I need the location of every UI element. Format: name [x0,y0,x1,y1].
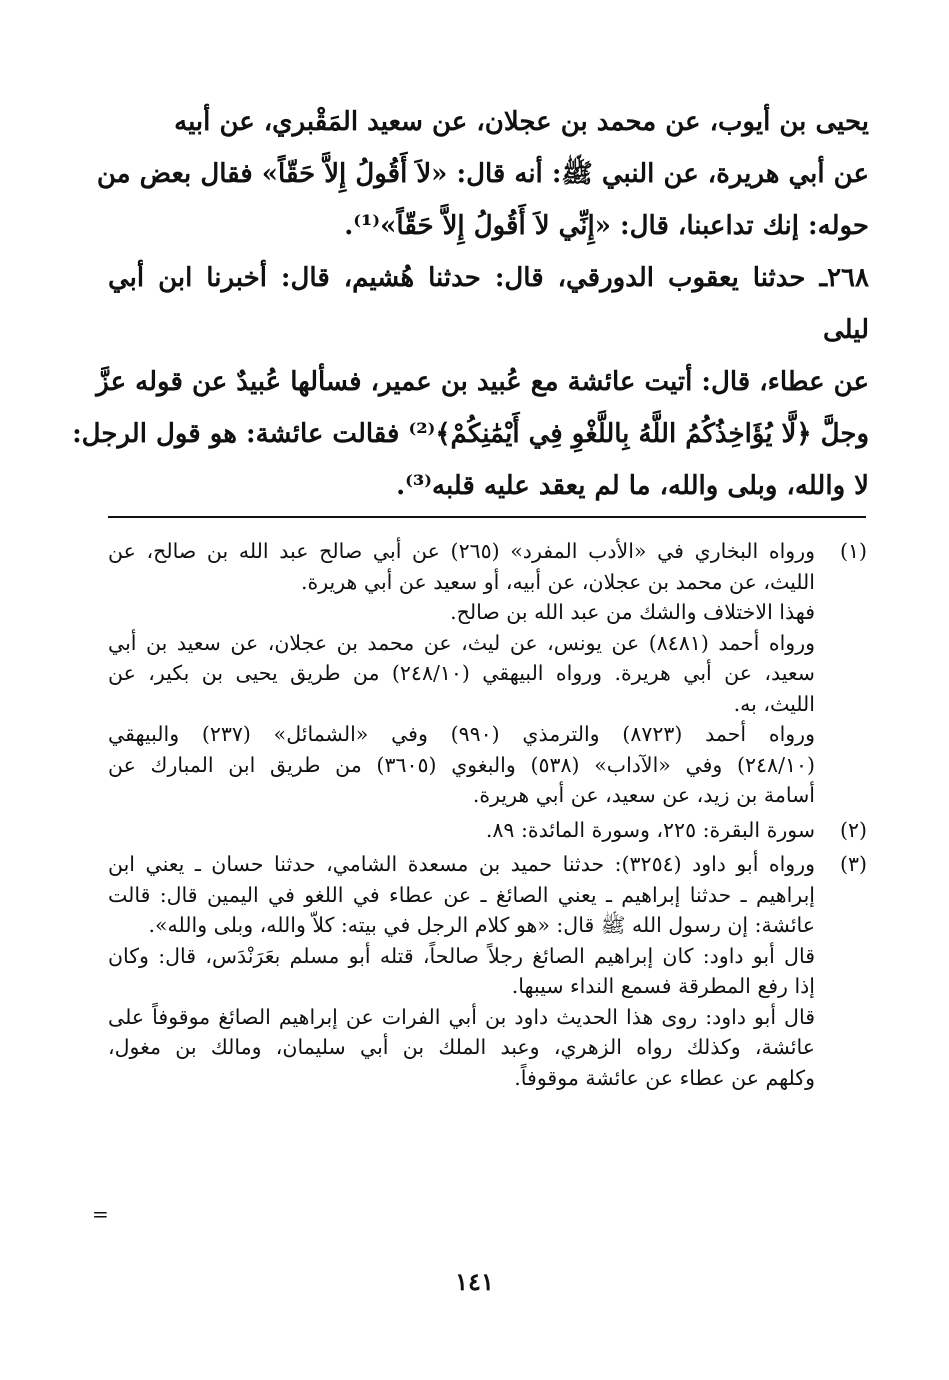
footnote-1-line [108,597,867,628]
footnote-3-text: إذا رفع المطرقة فسمع النداء سيبها. [511,974,815,998]
main-text [72,96,869,512]
footnote-1-marker: (١) [839,539,867,563]
footnote-3-line [108,1002,867,1033]
footnote-separator [108,516,866,518]
footnotes [108,536,867,1093]
footnote-3-line [108,880,867,911]
footnote-3-text: عائشة: إن رسول الله ﷺ قال: «هو كلام الرجل في بيته: كلاّ والله، وبلى والله». [148,913,815,937]
footnote-3-marker: (٣) [839,852,867,876]
footnote-1-line [108,536,867,567]
footnote-1-line [108,750,867,781]
footnote-3-text: وكلهم عن عطاء عن عائشة موقوفاً. [514,1065,815,1090]
footnote-3-text: إبراهيم ـ حدثنا إبراهيم ـ يعني الصائغ ـ عن عطاء في اللغو في اليمين قال: قالت [108,882,815,907]
page-number: ١٤١ [455,1267,494,1296]
footnote-2-marker: (٢) [839,817,867,842]
footnote-3-line [108,941,867,972]
main-line: حوله: إنك تداعبنا، قال: «إِنِّي لاَ أَقُولُ إِلاَّ حَقّاً»⁽¹⁾. [344,211,869,241]
main-line: يحيى بن أيوب، عن محمد بن عجلان، عن سعيد المَقْبري، عن أبيه [174,107,869,137]
main-line: لا والله، وبلى والله، ما لم يعقد عليه قلبه⁽³⁾. [396,471,869,501]
footnote-1-line [108,567,867,598]
footnote-1-text: فهذا الاختلاف والشك من عبد الله بن صالح. [450,600,815,624]
footnote-1-text: ورواه أحمد (٨٧٢٣) والترمذي (٩٩٠) وفي «الشمائل» (٢٣٧) والبيهقي [108,722,815,746]
footnote-2-line [108,815,867,846]
footnote-3-line [108,849,867,880]
footnote-1-text: ورواه أحمد (٨٤٨١) عن يونس، عن ليث، عن محمد بن عجلان، عن سعيد بن أبي [108,630,815,655]
main-line: عن أبي هريرة، عن النبي ﷺ: أنه قال: «لاَ أَقُولُ إِلاَّ حَقّاً» فقال بعض من [96,159,869,189]
footnote-3-line [108,1032,867,1063]
footnote-3-text: قال أبو داود: روى هذا الحديث داود بن أبي الفرات عن إبراهيم الصائغ موقوفاً على [108,1004,815,1029]
hadith-268-line: ٢٦٨ـ حدثنا يعقوب الدورقي، قال: حدثنا هُشيم، قال: أخبرنا ابن أبي [108,263,869,293]
continuation-mark: = [92,1202,109,1226]
footnote-3-text: ورواه أبو داود (٣٢٥٤): حدثنا حميد بن مسعدة الشامي، حدثنا حسان ـ يعني ابن [108,852,815,876]
footnote-1-line [108,719,867,750]
footnote-3-line [108,1063,867,1094]
footnote-1-line [108,658,867,689]
footnote-3-line [108,910,867,941]
footnote-1-text: الليث، عن محمد بن عجلان، عن أبيه، أو سعيد عن أبي هريرة. [300,569,815,594]
footnote-3-line [108,971,867,1002]
footnote-1-line [108,780,867,811]
footnote-1-line [108,628,867,659]
footnote-1-text: أسامة بن زيد، عن سعيد، عن أبي هريرة. [472,783,815,807]
quran-verse-line: وجلَّ ﴿لَّا يُؤَاخِذُكُمُ اللَّهُ بِاللَّغْوِ فِي أَيْمَٰنِكُمْ﴾⁽²⁾ فقالت عائشة: هو قول الرجل: [72,419,869,449]
footnote-1-text: سعيد، عن أبي هريرة. ورواه البيهقي (٢٤٨/١٠) من طريق يحيى بن بكير، عن [108,661,815,685]
footnote-1-text: ورواه البخاري في «الأدب المفرد» (٢٦٥) عن أبي صالح عبد الله بن صالح، عن [108,539,815,563]
footnote-1-line [108,689,867,720]
footnote-2-text: سورة البقرة: ٢٢٥، وسورة المائدة: ٨٩. [485,817,815,842]
main-line: عن عطاء، قال: أتيت عائشة مع عُبيد بن عمير، فسألها عُبيدٌ عن قوله عزَّ [96,367,869,397]
footnote-3-text: عائشة، وكذلك رواه الزهري، وعبد الملك بن أبي سليمان، ومالك بن مغول، [108,1035,815,1059]
main-line: ليلى [822,315,869,345]
footnote-3-text: قال أبو داود: كان إبراهيم الصائغ رجلاً صالحاً، قتله أبو مسلم بعَرَنْدَس، قال: وكان [108,943,815,968]
footnote-1-text: (٢٤٨/١٠) وفي «الآداب» (٥٣٨) والبغوي (٣٦٠٥) من طريق ابن المبارك عن [108,752,815,777]
footnote-1-text: الليث، به. [733,691,815,716]
